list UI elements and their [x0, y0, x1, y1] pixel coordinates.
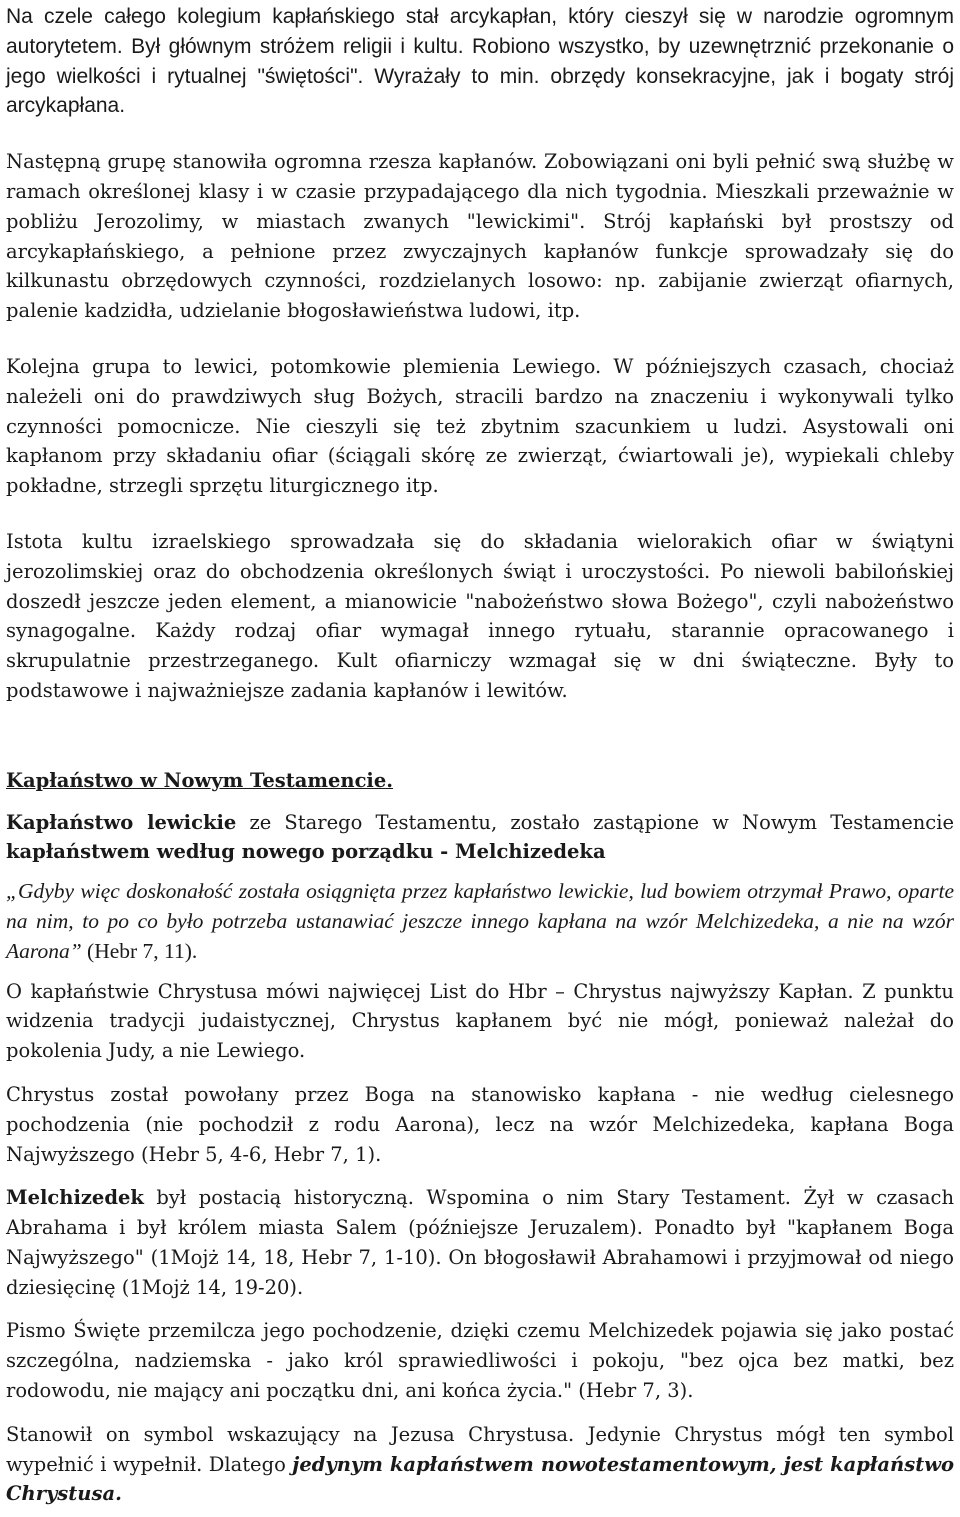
paragraph-levitical-replaced — [6, 808, 954, 868]
paragraph-scripture: Pismo Święte przemilcza jego pochodzenie, dzięki czemu Melchizedek pojawia się jako postać szczególna, nadziemska - jako król sprawiedliwości i pokoju, "bez ojca bez matki, bez rodowodu, nie mający ani początku dni, ani końca życia." (Hebr 7, 3). — [6, 1319, 954, 1403]
bold-melchizedek-order: kapłaństwem według nowego porządku - Melchizedeka — [6, 840, 606, 864]
paragraph-christ-priest: O kapłaństwie Chrystusa mówi najwięcej List do Hbr – Chrystus najwyższy Kapłan. Z punktu widzenia tradycji judaistycznej, Chrystus kapłanem być nie mógł, ponieważ należał do pokolenia Judy, a nie Lewiego. — [6, 979, 954, 1063]
bold-levitical-priesthood: Kapłaństwo lewickie — [6, 810, 237, 834]
text-replaced: ze Starego Testamentu, zostało zastąpione w Nowym Testamencie — [236, 810, 954, 834]
paragraph-christ-called: Chrystus został powołany przez Boga na stanowisko kapłana - nie według cielesnego pochodzenia (nie pochodził z rodu Aarona), lecz na wzór Melchizedeka, kapłana Boga Najwyższego (Hebr 5, 4-6, Hebr 7, 1). — [6, 1082, 954, 1166]
quote-hebrews — [6, 877, 954, 966]
bolditalic-conclusion: jedynym kapłaństwem nowotestamentowym, jest kapłaństwo Chrystusa. — [6, 1452, 954, 1506]
paragraph-symbol — [6, 1420, 954, 1509]
text-melchizedek: był postacią historyczną. Wspomina o nim Stary Testament. Żył w czasach Abrahama i był królem miasta Salem (późniejsze Jeruzalem). Ponadto był "kapłanem Boga Najwyższego" (1Mojż 14, 18, Hebr 7, 1-10). On błogosławił Abrahamowi i przyjmował od niego dziesięcinę (1Mojż 14, 19-20). — [6, 1186, 954, 1299]
paragraph-levites: Kolejna grupa to lewici, potomkowie plemienia Lewiego. W późniejszych czasach, chociaż należeli oni do prawdziwych sług Bożych, stracili bardzo na znaczeniu i wykonywali tylko czynności pomocnicze. Nie cieszyli się też zbytnim szacunkiem u ludzi. Asystowali oni kapłanom przy składaniu ofiar (ściągali skórę ze zwierząt, ćwiartowali je), wypiekali chleby pokładne, strzegli sprzętu liturgicznego itp. — [6, 354, 954, 498]
paragraph-priests: Następną grupę stanowiła ogromna rzesza kapłanów. Zobowiązani oni byli pełnić swą służbę w ramach określonej klasy i w czasie przypadającego dla nich tygodnia. Mieszkali przeważnie w pobliżu Jerozolimy, w miastach zwanych "lewickimi". Strój kapłański był prostszy od arcykapłańskiego, a pełnione przez zwyczajnych kapłanów funkcje sprowadzały się do kilkunastu obrzędowych czynności, rozdzielanych losowo: np. zabijanie zwierząt ofiarnych, palenie kadzidła, udzielanie błogosławieństwa ludowi, itp. — [6, 150, 954, 323]
paragraph-cult: Istota kultu izraelskiego sprowadzała się do składania wielorakich ofiar w świątyni jerozolimskiej oraz do obchodzenia określonych świąt i uroczystości. Po niewoli babilońskiej doszedł jeszcze jeden element, a mianowicie "nabożeństwo słowa Bożego", czyli nabożeństwo synagogalne. Każdy rodzaj ofiar wymagał innego rytuału, starannie opracowanego i skrupulatnie przestrzeganego. Kult ofiarniczy wzmagał się w dni świąteczne. Były to podstawowe i najważniejsze zadania kapłanów i lewitów. — [6, 529, 954, 702]
paragraph-high-priest: Na czele całego kolegium kapłańskiego stał arcykapłan, który cieszył się w narodzie ogromnym autorytetem. Był głównym stróżem religii i kultu. Robiono wszystko, by uzewnętrznić przekonanie o jego wielkości i rytualnej "świętości". Wyrażały to min. obrzędy konsekracyjne, jak i bogaty strój arcykapłana. — [6, 5, 954, 118]
quote-text: „Gdyby więc doskonałość została osiągnięta przez kapłaństwo lewickie, lud bowiem otrzymał Prawo, oparte na nim, to po co było potrzeba ustanawiać jeszcze innego kapłana na wzór Melchizedeka, a nie na wzór Aarona” — [6, 879, 954, 963]
bold-melchizedek: Melchizedek — [6, 1186, 144, 1210]
quote-reference: (Hebr 7, 11). — [81, 938, 198, 963]
section-heading: Kapłaństwo w Nowym Testamencie. — [6, 768, 394, 792]
paragraph-melchizedek — [6, 1183, 954, 1302]
text-symbol: Stanowił on symbol wskazujący na Jezusa Chrystusa. Jedynie Chrystus mógł ten symbol wypełnić i wypełnił. Dlatego — [6, 1422, 954, 1476]
